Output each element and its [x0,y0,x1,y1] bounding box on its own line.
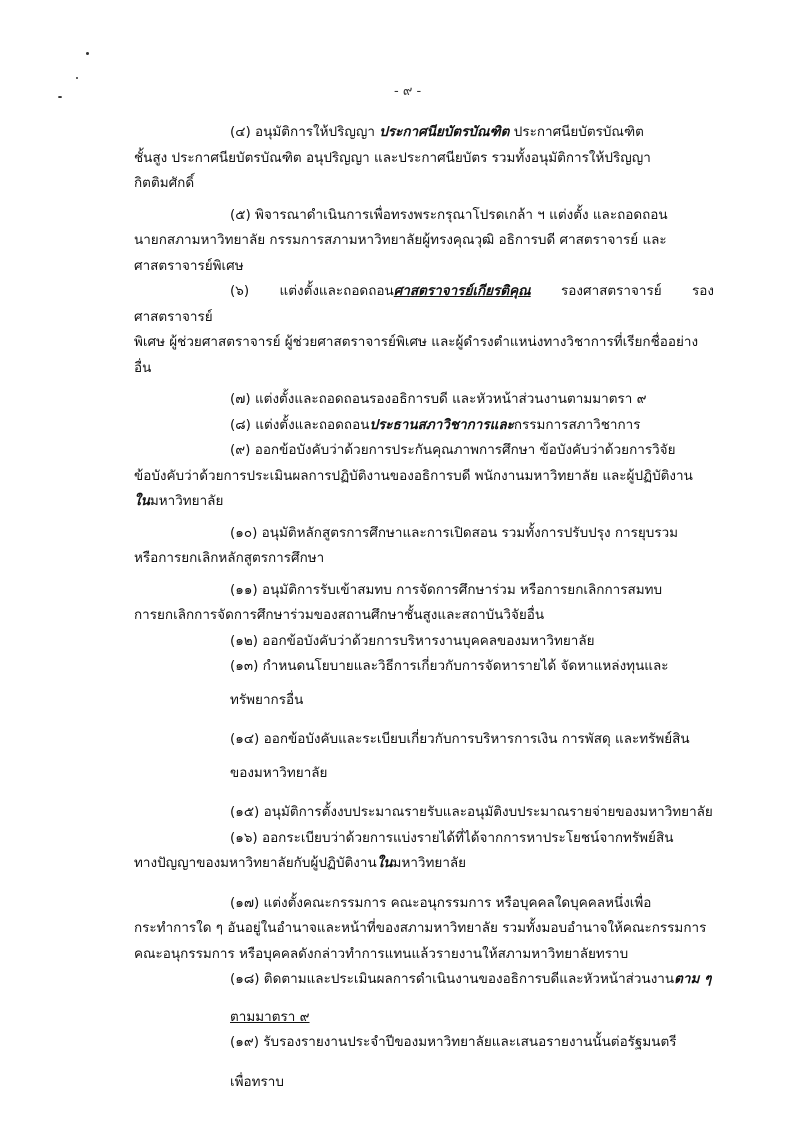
clause-8: (๘) แต่งตั้งและถอดถอนประธานสภาวิชาการและกรรมการสภาวิชาการ [230,416,641,433]
clause-11: (๑๑) อนุมัติการรับเข้าสมทบ การจัดการศึกษาร่วม หรือการยกเลิกการสมทบ การยกเลิกการจัดการศึกษาร่วมของสถานศึกษาชั้นสูงและสถาบันวิจัยอื่น [134,581,663,623]
clause-14: (๑๔) ออกข้อบังคับและระเบียบเกี่ยวกับการบริหารการเงิน การพัสดุ และทรัพย์สิน ของมหาวิทยาลัย [230,731,690,781]
scan-speck [76,77,78,79]
clause-4: (๔) อนุมัติการให้ปริญญา ประกาศนียบัตรบัณฑิต ประกาศนียบัตรบัณฑิต ชั้นสูง ประกาศนียบัตรบัณฑิต อนุปริญญา และประกาศนียบัตร รวมทั้งอนุมัติการให้ปริญญา กิตติมศักดิ์ [134,124,651,191]
document-body [134,120,714,1095]
clause-19: (๑๙) รับรองรายงานประจำปีของมหาวิทยาลัยและเสนอรายงานนั้นต่อรัฐมนตรี เพื่อทราบ [230,1034,677,1090]
clause-7: (๗) แต่งตั้งและถอดถอนรองอธิการบดี และหัวหน้าส่วนงานตามมาตรา ๙ [230,391,647,407]
clause-16: (๑๖) ออกระเบียบว่าด้วยการแบ่งรายได้ที่ได้จากการหาประโยชน์จากทรัพย์สิน ทางปัญญาของมหาวิทยาลัยกับผู้ปฏิบัติงานในมหาวิทยาลัย [134,829,674,871]
scan-speck [86,52,89,55]
clause-13: (๑๓) กำหนดนโยบายและวิธีการเกี่ยวกับการจัดหารายได้ จัดหาแหล่งทุนและ ทรัพยากรอื่น [230,658,669,708]
scan-speck [58,96,62,98]
clause-5: (๕) พิจารณาดำเนินการเพื่อทรงพระกรุณาโปรดเกล้า ฯ แต่งตั้ง และถอดถอน นายกสภามหาวิทยาลัย กรรมการสภามหาวิทยาลัยผู้ทรงคุณวุฒิ อธิการบดี ศาสตราจารย์ และ ศาสตราจารย์พิเศษ [134,206,668,274]
clause-12: (๑๒) ออกข้อบังคับว่าด้วยการบริหารงานบุคคลของมหาวิทยาลัย [230,632,595,649]
clause-17: (๑๗) แต่งตั้งคณะกรรมการ คณะอนุกรรมการ หรือบุคคลใดบุคคลหนึ่งเพื่อ กระทำการใด ๆ อันอยู่ในอำนาจและหน้าที่ของสภามหาวิทยาลัย รวมทั้งมอบอำนาจให้คณะกรรมการ คณะอนุกรรมการ หรือบุคคลดังกล่าวทำการแทนแล้วรายงานให้สภามหาวิทยาลัยทราบ [134,894,707,962]
clause-9: (๙) ออกข้อบังคับว่าด้วยการประกันคุณภาพการศึกษา ข้อบังคับว่าด้วยการวิจัย ข้อบังคับว่าด้วยการประเมินผลการปฏิบัติงานของอธิการบดี พนักงานมหาวิทยาลัย และผู้ปฏิบัติงาน ในมหาวิทยาลัย [134,442,693,509]
clause-15: (๑๕) อนุมัติการตั้งงบประมาณรายรับและอนุมัติงบประมาณรายจ่ายของมหาวิทยาลัย [230,804,713,820]
clause-10: (๑๐) อนุมัติหลักสูตรการศึกษาและการเปิดสอน รวมทั้งการปรับปรุง การยุบรวม หรือการยกเลิกหลักสูตรการศึกษา [134,524,679,566]
clause-6: (๖) แต่งตั้งและถอดถอนศาสตราจารย์เกียรติคุณ รองศาสตราจารย์ รองศาสตราจารย์ พิเศษ ผู้ช่วยศาสตราจารย์ ผู้ช่วยศาสตราจารย์พิเศษ และผู้ดำรงตำแหน่งทางวิชาการที่เรียกชื่ออย่าง อื่น [134,283,714,376]
page-number: - ๙ - [394,84,422,99]
clause-18: (๑๘) ติดตามและประเมินผลการดำเนินงานของอธิการบดีและหัวหน้าส่วนงานตาม ๆ ตามมาตรา ๙ [230,971,712,1025]
